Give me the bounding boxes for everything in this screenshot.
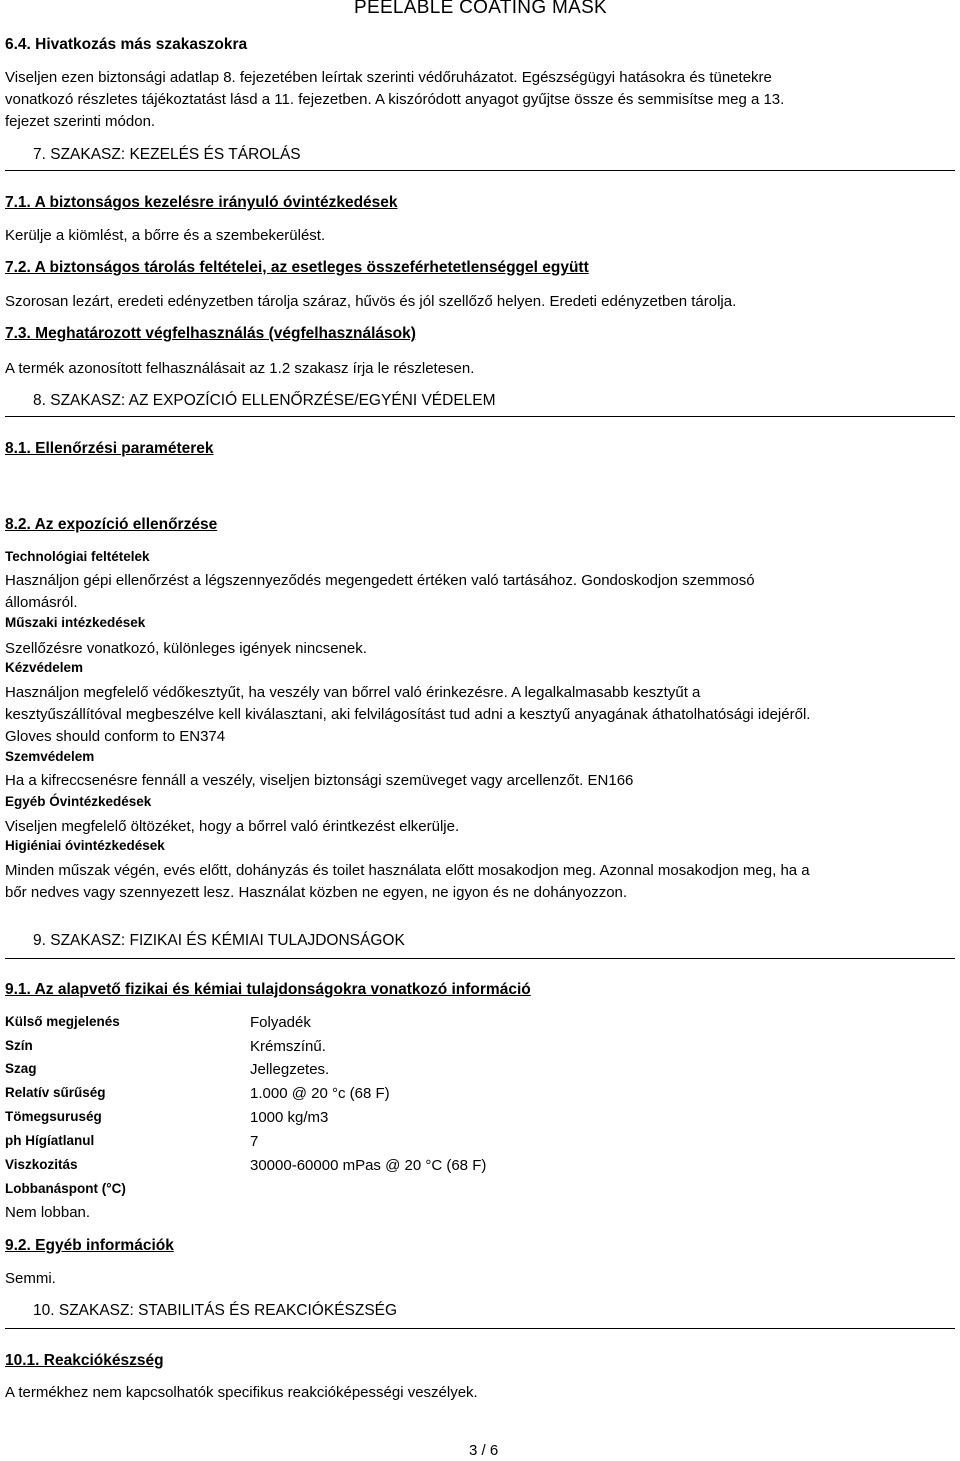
section-divider [5, 170, 955, 171]
engineering-measures-text: Szellőzésre vonatkozó, különleges igények nincsenek. [5, 640, 367, 657]
property-label: Relatív sűrűség [5, 1085, 106, 1100]
page-number: 3 / 6 [469, 1442, 499, 1459]
technical-conditions-text: Használjon gépi ellenőrzést a légszennyeződés megengedett értéken való tartásához. Gondoskodjon szemmosó [5, 572, 755, 589]
property-value: Krémszínű. [250, 1038, 326, 1055]
section-9-title: 9. SZAKASZ: FIZIKAI ÉS KÉMIAI TULAJDONSÁGOK [33, 932, 405, 949]
section-9-2-text: Semmi. [5, 1270, 56, 1287]
property-value: 7 [250, 1133, 259, 1150]
hand-protection-text: Gloves should conform to EN374 [5, 728, 226, 745]
section-9-2-heading: 9.2. Egyéb információk [5, 1237, 174, 1254]
section-7-3-heading: 7.3. Meghatározott végfelhasználás (végfelhasználások) [5, 325, 416, 342]
section-divider [5, 1328, 955, 1329]
section-7-1-heading: 7.1. A biztonságos kezelésre irányuló óvintézkedések [5, 194, 398, 211]
property-label: Szín [5, 1038, 33, 1053]
hand-protection-label: Kézvédelem [5, 660, 84, 675]
hygiene-measures-text: Minden műszak végén, evés előtt, dohányzás és toilet használata előtt mosakodjon meg. Azonnal mosakodjon meg, ha a [5, 862, 810, 879]
section-7-2-heading: 7.2. A biztonságos tárolás feltételei, az esetleges összeférhetetlenséggel együtt [5, 259, 589, 276]
section-9-1-heading: 9.1. Az alapvető fizikai és kémiai tulajdonságokra vonatkozó információ [5, 981, 531, 998]
engineering-measures-label: Műszaki intézkedések [5, 615, 146, 630]
hand-protection-text: kesztyűszállítóval megbeszélve kell kiválasztani, aki felvilágosítást tud adni a kesztyű anyagának áthatolhatósági idejéről. [5, 706, 811, 723]
section-7-title: 7. SZAKASZ: KEZELÉS ÉS TÁROLÁS [33, 146, 301, 163]
section-6-4-heading: 6.4. Hivatkozás más szakaszokra [5, 36, 248, 53]
technical-conditions-text: állomásról. [5, 594, 78, 611]
section-10-1-text: A termékhez nem kapcsolhatók specifikus reakcióképességi veszélyek. [5, 1384, 478, 1401]
section-divider [5, 416, 955, 417]
section-7-3-text: A termék azonosított felhasználásait az 1.2 szakasz írja le részletesen. [5, 360, 475, 377]
other-precautions-text: Viseljen megfelelő öltözéket, hogy a bőrrel való érintkezést elkerülje. [5, 818, 460, 835]
section-6-4-text-line: vonatkozó részletes tájékoztatást lásd a 11. fejezetben. A kiszóródott anyagot gyűjtse össze és semmisítse meg a 13. [5, 91, 785, 108]
eye-protection-text: Ha a kifreccsenésre fennáll a veszély, viseljen biztonsági szemüveget vagy arcellenzőt. EN166 [5, 772, 634, 789]
section-8-1-heading: 8.1. Ellenőrzési paraméterek [5, 440, 214, 457]
flash-point-value: Nem lobban. [5, 1204, 91, 1221]
section-7-2-text: Szorosan lezárt, eredeti edényzetben tárolja száraz, hűvös és jól szellőző helyen. Eredeti edényzetben tárolja. [5, 293, 737, 310]
section-10-1-heading: 10.1. Reakciókészség [5, 1352, 164, 1369]
property-label: Tömegsuruség [5, 1109, 102, 1124]
property-label: Szag [5, 1061, 37, 1076]
other-precautions-label: Egyéb Óvintézkedések [5, 794, 152, 809]
property-value: Jellegzetes. [250, 1061, 330, 1078]
property-value: 1.000 @ 20 °c (68 F) [250, 1085, 390, 1102]
section-6-4-text-line: fejezet szerinti módon. [5, 113, 156, 130]
hand-protection-text: Használjon megfelelő védőkesztyűt, ha veszély van bőrrel való érinkezésre. A legalkalmasabb kesztyűt a [5, 684, 701, 701]
hygiene-measures-label: Higiéniai óvintézkedések [5, 838, 165, 853]
property-label: Viszkozitás [5, 1157, 78, 1172]
property-value: 1000 kg/m3 [250, 1109, 329, 1126]
eye-protection-label: Szemvédelem [5, 749, 95, 764]
property-value: Folyadék [250, 1014, 311, 1031]
property-label: Külső megjelenés [5, 1014, 120, 1029]
section-divider [5, 958, 955, 959]
technical-conditions-label: Technológiai feltételek [5, 549, 150, 564]
section-7-1-text: Kerülje a kiömlést, a bőrre és a szembekerülést. [5, 227, 326, 244]
section-10-title: 10. SZAKASZ: STABILITÁS ÉS REAKCIÓKÉSZSÉG [33, 1302, 398, 1319]
section-8-2-heading: 8.2. Az expozíció ellenőrzése [5, 516, 218, 533]
section-8-title: 8. SZAKASZ: AZ EXPOZÍCIÓ ELLENŐRZÉSE/EGYÉNI VÉDELEM [33, 392, 496, 409]
hygiene-measures-text: bőr nedves vagy szennyezett lesz. Használat közben ne egyen, ne igyon és ne dohányozzon. [5, 884, 628, 901]
section-6-4-text-line: Viseljen ezen biztonsági adatlap 8. fejezetében leírtak szerinti védőruházatot. Egészségügyi hatásokra és tünetekre [5, 69, 772, 86]
property-value: 30000-60000 mPas @ 20 °C (68 F) [250, 1157, 487, 1174]
document-title: PEELABLE COATING MASK [354, 0, 608, 18]
property-label: ph Hígíatlanul [5, 1133, 95, 1148]
property-label: Lobbanáspont (°C) [5, 1181, 126, 1196]
